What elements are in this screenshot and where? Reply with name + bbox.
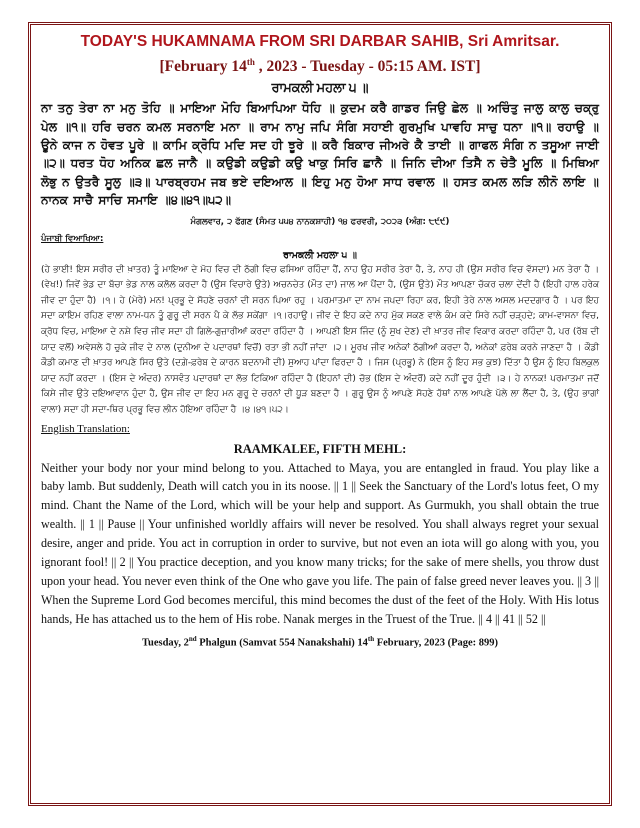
page-title: TODAY'S HUKAMNAMA FROM SRI DARBAR SAHIB, Sri Amritsar. <box>80 33 560 50</box>
date-line <box>41 53 599 76</box>
date-rest: , 2023 - Tuesday - 05:15 AM. IST] <box>254 58 481 76</box>
english-translation: Neither your body nor your mind belong to you. Attached to Maya, you are entangled in fraud. You play like a baby lamb. But suddenly, Death will catch you in its noose. || 1 || Seek the Sanctuary of the Lord's lotus feet, O my mind. Chant the Name of the Lord, which will be your help and support. As Gurmukh, you shall obtain the true wealth. || 1 || Pause || Your unfinished worldly affairs will never be resolved. You shall always regret your sexual desire, anger and pride. You act in corruption in order to survive, but not even an iota will go along with you, you ignorant fool! || 2 || You practice deception, and you know many tricks; for the sake of mere shells, you throw dust upon your head. You never even think of the One who gave you life. The pain of false greed never leaves you. || 3 || When the Supreme Lord God becomes merciful, this mind becomes the dust of the feet of the Holy. With His lotus hands, He has attached us to the hem of His robe. Nanak merges in the Truest of the True. || 4 || 41 || 52 || <box>41 460 599 626</box>
nanakshahi-dateline: ਮੰਗਲਵਾਰ, ੨ ਫੱਗਣ (ਸੰਮਤ ੫੫੪ ਨਾਨਕਸ਼ਾਹੀ) ੧੪ ਫਰਵਰੀ, ੨੦੨੩ (ਅੰਗ: ੮੯੯) <box>190 216 450 227</box>
footer-part-3: February, 2023 (Page: 899) <box>374 637 499 649</box>
footer-sup-2: th <box>367 634 375 643</box>
punjabi-section-label: ਪੰਜਾਬੀ ਵਿਆਖਿਆ: <box>41 233 104 244</box>
english-heading: RAAMKALEE, FIFTH MEHL: <box>233 441 407 456</box>
punjabi-heading: ਰਾਮਕਲੀ ਮਹਲਾ ੫ ॥ <box>283 249 357 261</box>
gurbani-text: ਨਾ ਤਨੁ ਤੇਰਾ ਨਾ ਮਨੁ ਤੋਹਿ ॥ ਮਾਇਆ ਮੋਹਿ ਬਿਆਪਿਆ ਧੋਹਿ ॥ ਕੁਦਮ ਕਰੈ ਗਾਡਰ ਜਿਉ ਛੇਲ ॥ ਅਚਿੰਤੁ ਜਾਲੁ ਕਾਲੁ ਚਕ੍ਰੁ ਪੇਲ ॥੧॥ ਹਰਿ ਚਰਨ ਕਮਲ ਸਰਨਾਇ ਮਨਾ ॥ ਰਾਮ ਨਾਮੁ ਜਪਿ ਸੰਗਿ ਸਹਾਈ ਗੁਰਮੁਖਿ ਪਾਵਹਿ ਸਾਚੁ ਧਨਾ ॥੧॥ ਰਹਾਉ ॥ ਊਨੇ ਕਾਜ ਨ ਹੋਵਤ ਪੂਰੇ ॥ ਕਾਮਿ ਕ੍ਰੋਧਿ ਮਦਿ ਸਦ ਹੀ ਝੂਰੇ ॥ ਕਰੈ ਬਿਕਾਰ ਜੀਅਰੇ ਕੈ ਤਾਈ ॥ ਗਾਫਲ ਸੰਗਿ ਨ ਤਸੂਆ ਜਾਈ ॥੨॥ ਧਰਤ ਧੋਹ ਅਨਿਕ ਛਲ ਜਾਨੈ ॥ ਕਉਡੀ ਕਉਡੀ ਕਉ ਖਾਕੁ ਸਿਰਿ ਛਾਨੈ ॥ ਜਿਨਿ ਦੀਆ ਤਿਸੈ ਨ ਚੇਤੈ ਮੂਲਿ ॥ ਮਿਥਿਆ ਲੋਭੁ ਨ ਉਤਰੈ ਸੂਲੁ ॥੩॥ ਪਾਰਬ੍ਰਹਮ ਜਬ ਭਏ ਦਇਆਲ ॥ ਇਹੁ ਮਨੁ ਹੋਆ ਸਾਧ ਰਵਾਲ ॥ ਹਸਤ ਕਮਲ ਲੜਿ ਲੀਨੋ ਲਾਇ ॥ ਨਾਨਕ ਸਾਚੈ ਸਾਚਿ ਸਮਾਇ ॥੪॥੪੧॥੫੨॥ <box>41 101 599 208</box>
date-open: [February 14 <box>159 58 247 76</box>
footer-part-2: Phalgun (Samvat 554 Nanakshahi) 14 <box>196 637 368 649</box>
gurbani-heading: ਰਾਮਕਲੀ ਮਹਲਾ ੫ ॥ <box>271 80 369 96</box>
english-section-label: English Translation: <box>41 422 130 435</box>
hukamnama-page <box>28 22 612 806</box>
footer-part-1: Tuesday, 2 <box>141 637 189 649</box>
footer-sup-1: nd <box>188 634 197 643</box>
punjabi-explanation: (ਹੇ ਭਾਈ! ਇਸ ਸਰੀਰ ਦੀ ਖ਼ਾਤਰ) ਤੂੰ ਮਾਇਆ ਦੇ ਮੋਹ ਵਿਚ ਦੀ ਠੱਗੀ ਵਿਚ ਫਸਿਆ ਰਹਿੰਦਾ ਹੈਂ, ਨਾਹ ਉਹ ਸਰੀਰ ਤੇਰਾ ਹੈ, ਤੇ, ਨਾਹ ਹੀ (ਉਸ ਸਰੀਰ ਵਿਚ ਵੱਸਦਾ) ਮਨ ਤੇਰਾ ਹੈ । (ਵੇਖ!) ਜਿਵੇਂ ਭੇਡ ਦਾ ਬੱਚਾ ਭੇਡ ਨਾਲ ਕਲੋਲ ਕਰਦਾ ਹੈ (ਉਸ ਵਿਚਾਰੇ ਉਤੇ) ਅਚਨਚੇਤ (ਮੌਤ ਦਾ) ਜਾਲ ਆ ਪੈਂਦਾ ਹੈ, (ਉਸ ਉਤੇ) ਮੌਤ ਆਪਣਾ ਚੱਕਰ ਚਲਾ ਦੇਂਦੀ ਹੈ (ਇਹੀ ਹਾਲ ਹਰੇਕ ਜੀਵ ਦਾ ਹੁੰਦਾ ਹੈ) ।੧। ਹੇ (ਮੇਰੇ) ਮਨ! ਪ੍ਰਭੂ ਦੇ ਸੋਹਣੇ ਚਰਨਾਂ ਦੀ ਸਰਨ ਪਿਆ ਰਹੁ । ਪਰਮਾਤਮਾ ਦਾ ਨਾਮ ਜਪਦਾ ਰਿਹਾ ਕਰ, ਇਹੀ ਤੇਰੇ ਨਾਲ ਅਸਲ ਮਦਦਗਾਰ ਹੈ । ਪਰ ਇਹ ਸਦਾ ਕਾਇਮ ਰਹਿਣ ਵਾਲਾ ਨਾਮ-ਧਨ ਤੂੰ ਗੁਰੂ ਦੀ ਸਰਨ ਪੈ ਕੇ ਲੱਭ ਸਕੇਂਗਾ ।੧।ਰਹਾਉ। ਜੀਵ ਦੇ ਇਹ ਕਦੇ ਨਾਹ ਮੁੱਕ ਸਕਣ ਵਾਲੇ ਕੰਮ ਕਦੇ ਸਿਰੇ ਨਹੀਂ ਚੜ੍ਹਦੇ; ਕਾਮ-ਵਾਸਨਾ ਵਿਚ, ਕ੍ਰੋਧ ਵਿਚ, ਮਾਇਆ ਦੇ ਨਸ਼ੇ ਵਿਚ ਜੀਵ ਸਦਾ ਹੀ ਗਿਲੇ-ਗੁਜ਼ਾਰੀਆਂ ਕਰਦਾ ਰਹਿੰਦਾ ਹੈ । ਆਪਣੀ ਇਸ ਜਿੰਦ (ਨੂੰ ਸੁਖ ਦੇਣ) ਦੀ ਖ਼ਾਤਰ ਜੀਵ ਵਿਕਾਰ ਕਰਦਾ ਰਹਿੰਦਾ ਹੈ, ਪਰ (ਰੱਬ ਦੀ ਯਾਦ ਵਲੋਂ) ਅਵੇਸਲੇ ਹੋ ਚੁਕੇ ਜੀਵ ਦੇ ਨਾਲ (ਦੁਨੀਆ ਦੇ ਪਦਾਰਥਾਂ ਵਿਚੋਂ) ਰਤਾ ਭੀ ਨਹੀਂ ਜਾਂਦਾ ।੨। ਮੂਰਖ ਜੀਵ ਅਨੇਕਾਂ ਠੱਗੀਆਂ ਕਰਦਾ ਹੈ, ਅਨੇਕਾਂ ਫ਼ਰੇਬ ਕਰਨੇ ਜਾਣਦਾ ਹੈ । ਕੌਡੀ ਕੌਡੀ ਕਮਾਣ ਦੀ ਖ਼ਾਤਰ ਆਪਣੇ ਸਿਰ ਉਤੇ (ਦਗ਼ੇ-ਫ਼ਰੇਬ ਦੇ ਕਾਰਨ ਬਦਨਾਮੀ ਦੀ) ਸੁਆਹ ਪਾਂਦਾ ਫਿਰਦਾ ਹੈ । ਜਿਸ (ਪ੍ਰਭੂ) ਨੇ (ਇਸ ਨੂੰ ਇਹ ਸਭ ਕੁਝ) ਦਿੱਤਾ ਹੈ ਉਸ ਨੂੰ ਇਹ ਬਿਲਕੁਲ ਯਾਦ ਨਹੀਂ ਕਰਦਾ । (ਇਸ ਦੇ ਅੰਦਰ) ਨਾਸਵੰਤ ਪਦਾਰਥਾਂ ਦਾ ਲੋਭ ਟਿਕਿਆ ਰਹਿੰਦਾ ਹੈ (ਇਹਨਾਂ ਦੀ) ਚੋਭ (ਇਸ ਦੇ ਅੰਦਰੋਂ) ਕਦੇ ਨਹੀਂ ਦੂਰ ਹੁੰਦੀ ।੩। ਹੇ ਨਾਨਕ! ਪਰਮਾਤਮਾ ਜਦੋਂ ਕਿਸੇ ਜੀਵ ਉਤੇ ਦਇਆਵਾਨ ਹੁੰਦਾ ਹੈ, ਉਸ ਜੀਵ ਦਾ ਇਹ ਮਨ ਗੁਰੂ ਦੇ ਚਰਨਾਂ ਦੀ ਧੂੜ ਬਣਦਾ ਹੈ । ਗੁਰੂ ਉਸ ਨੂੰ ਆਪਣੇ ਸੋਹਣੇ ਹੱਥਾਂ ਨਾਲ ਆਪਣੇ ਪੱਲੇ ਲਾ ਲੈਂਦਾ ਹੈ, ਤੇ, (ਉਹ ਭਾਗਾਂ ਵਾਲਾ) ਸਦਾ ਹੀ ਸਦਾ-ਥਿਰ ਪ੍ਰਭੂ ਵਿਚ ਲੀਨ ਹੋਇਆ ਰਹਿੰਦਾ ਹੈ ।੪।੪੧।੫੨। <box>41 264 599 415</box>
date-suffix: th <box>246 57 255 67</box>
footer-date <box>41 632 599 651</box>
